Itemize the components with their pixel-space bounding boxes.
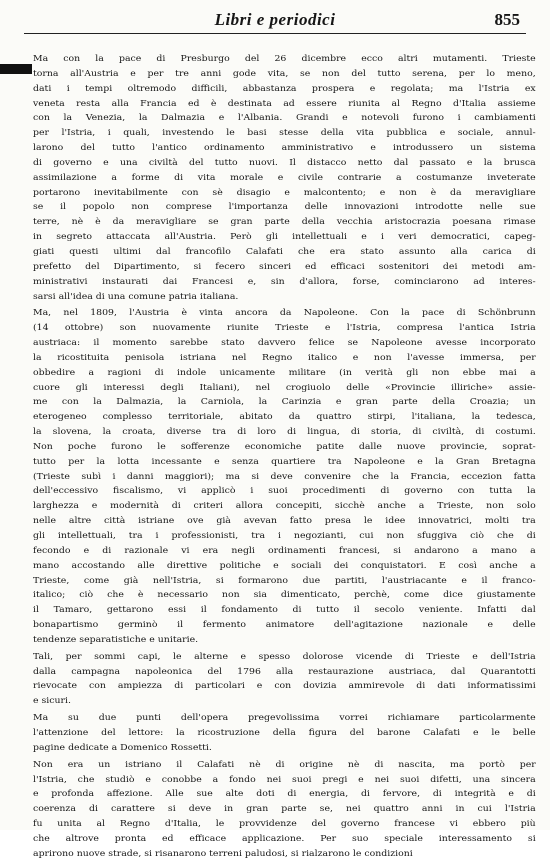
text-line: assimilazione a forme di vita morale e civile contrarie a costumanze inveterate <box>33 172 536 183</box>
text-line: Non poche furono le sofferenze economiche patite dalle nuove provincie, soprat- <box>33 441 536 452</box>
page-header <box>0 0 550 40</box>
text-line: fecondo e di razionale vi era negli ordinamenti francesi, si andarono a mano a <box>33 545 536 556</box>
text-line: Ma, nel 1809, l'Austria è vinta ancora da Napoleone. Con la pace di Schönbrunn <box>33 308 536 319</box>
text-line: e profonda affezione. Alle sue alte doti di energia, di fervore, di integrità e di <box>33 789 536 800</box>
text-line: se il popolo non comprese l'importanza delle innovazioni introdotte nelle sue <box>33 202 536 213</box>
paragraph <box>33 650 536 709</box>
text-line: larono del tutto l'antico ordinamento amministrativo e introdussero un sistema <box>33 143 536 154</box>
text-line: dati i tempi oltremodo difficili, abbastanza prospera e regolata; ma l'Istria ex <box>33 83 536 94</box>
text-line: la ricostituita penisola istriana nel Regno italico e non l'avesse immersa, per <box>33 352 536 363</box>
text-line: con la Venezia, la Dalmazia e l'Albania. Grandi e notevoli furono i cambiamenti <box>33 113 536 124</box>
text-line: larghezza e modernità di criteri allora concepiti, sicchè anche a Trieste, non solo <box>33 501 536 512</box>
text-line: Non era un istriano il Calafati nè di origine nè di nascita, ma portò per <box>33 759 536 770</box>
text-line: ministrativi instaurati dai Francesi e, sin d'allora, forse, cominciarono ad interes- <box>33 276 536 287</box>
text-line: giati questi ultimi dal francofilo Calafati che era stato assunto alla carica di <box>33 246 536 257</box>
text-line: sarsi all'idea di una comune patria italiana. <box>33 291 239 302</box>
text-line: coerenza di carattere si deve in gran parte se, nei quattro anni in cui l'Istria <box>33 804 536 815</box>
paragraph <box>33 758 536 862</box>
text-line: (Trieste subì i danni maggiori); ma si deve convenire che la Francia, eccezion fatta <box>33 471 536 482</box>
text-line: dell'eccessivo fiscalismo, vi applicò i suoi procedimenti di governo con tutta la <box>33 486 536 497</box>
text-line: (14 ottobre) son nuovamente riunite Trieste e l'Istria, compresa l'antica Istria <box>33 323 536 334</box>
text-line: terre, nè è da meravigliare se gran parte della vecchia aristocrazia poesana rimase <box>33 217 536 228</box>
text-line: italico; ciò che è necessario non sia dimenticato, perchè, come dice giustamente <box>33 590 536 601</box>
text-line: Ma su due punti dell'opera pregevolissima vorrei richiamare particolarmente <box>33 713 536 724</box>
text-line: eterogeneo complesso territoriale, abitato da quattro stirpi, l'italiana, la tedesca, <box>33 412 536 423</box>
margin-mark <box>0 64 32 74</box>
text-line: e sicuri. <box>33 696 71 707</box>
text-line: nelle altre città istriane ove già avevan fatto presa le idee innovatrici, molti tra <box>33 516 536 527</box>
text-line: veneta resta alla Francia ed è destinata ad essere riunita al Regno d'Italia assieme <box>33 98 536 109</box>
header-rule <box>24 33 526 34</box>
text-line: l'attenzione del lettore: la ricostruzione della figura del barone Calafati e le belle <box>33 727 536 738</box>
text-line: austriaca: il momento sarebbe stato davvero felice se Napoleone avesse incorporato <box>33 338 536 349</box>
text-line: per l'Istria, i quali, investendo le basi stesse della vita pubblica e sociale, annul- <box>33 128 536 139</box>
text-line: prefetto del Dipartimento, si fecero sinceri ed efficaci sostenitori dei metodi am- <box>33 261 536 272</box>
page-number: 855 <box>494 10 520 29</box>
text-line: mano accostando alle direttive politiche e sociali dei conquistatori. E così anche a <box>33 560 536 571</box>
running-title: Libri e periodici <box>214 10 336 29</box>
paragraph <box>33 711 536 756</box>
text-line: la slovena, la croata, diverse tra di loro di lingua, di storia, di civiltà, di costumi. <box>33 427 536 438</box>
text-line: tendenze separatistiche e unitarie. <box>33 634 199 645</box>
text-line: obbedire a ragioni di indole unicamente militare (in verità gli non ebbe mai a <box>33 367 536 378</box>
text-line: pagine dedicate a Domenico Rossetti. <box>33 742 212 753</box>
text-line: bonapartismo germinò il fermento animatore dell'agitazione nazionale e delle <box>33 620 536 631</box>
text-line: portarono inevitabilmente con sè disagio e malcontento; e non è da meravigliare <box>33 187 536 198</box>
text-line: l'Istria, che studiò e conobbe a fondo nei suoi pregi e nei suoi difetti, una sincera <box>33 774 536 785</box>
text-line: fu unita al Regno d'Italia, le provvidenze del governo francese vi ebbero più <box>33 819 536 830</box>
text-line: tutto per la lotta incessante e senza quartiere tra Napoleone e la Gran Bretagna <box>33 456 536 467</box>
paragraph <box>33 306 536 647</box>
text-line: rievocate con ampiezza di particolari e con dovizia ammirevole di dati informatissimi <box>33 681 536 692</box>
text-line: Ma con la pace di Presburgo del 26 dicembre ecco altri mutamenti. Trieste <box>33 54 536 64</box>
text-line: di governo e una civiltà del tutto nuovi. Il distacco netto dal passato e la brusca <box>33 157 536 168</box>
text-line: Tali, per sommi capi, le alterne e spesso dolorose vicende di Trieste e dell'Istria <box>33 651 536 662</box>
text-line: Trieste, come già nell'Istria, si formarono due partiti, l'austriacante e il franco- <box>33 575 536 586</box>
body-text <box>33 52 536 862</box>
text-line: me con la Dalmazia, la Carniola, la Carinzia e gran parte della Croazia; un <box>33 397 536 408</box>
text-line: in segreto attaccata all'Austria. Però gli intellettuali e i veri democratici, capeg- <box>33 232 536 243</box>
text-line: il Tamaro, gettarono essi il fondamento di tutto il secolo veniente. Infatti dal <box>33 605 536 616</box>
paragraph <box>33 52 536 304</box>
text-line: aprirono nuove strade, si risanarono terreni paludosi, si rialzarono le condizioni <box>33 848 413 859</box>
text-line: gli intellettuali, tra i professionisti, tra i negozianti, cui non sfuggiva ciò che di <box>33 531 536 541</box>
text-line: dalla campagna napoleonica del 1796 alla restaurazione austriaca, dal Quarantotti <box>33 666 536 677</box>
text-line: che altrove pronta ed efficace applicazione. Per suo speciale interessamento si <box>33 833 536 844</box>
text-line: cuore gli interessi degli Italiani), nel crogiuolo delle «Provincie illiriche» assie- <box>33 382 536 393</box>
text-line: torna all'Austria e per tre anni gode vita, se non del tutto serena, per lo meno, <box>33 68 536 79</box>
